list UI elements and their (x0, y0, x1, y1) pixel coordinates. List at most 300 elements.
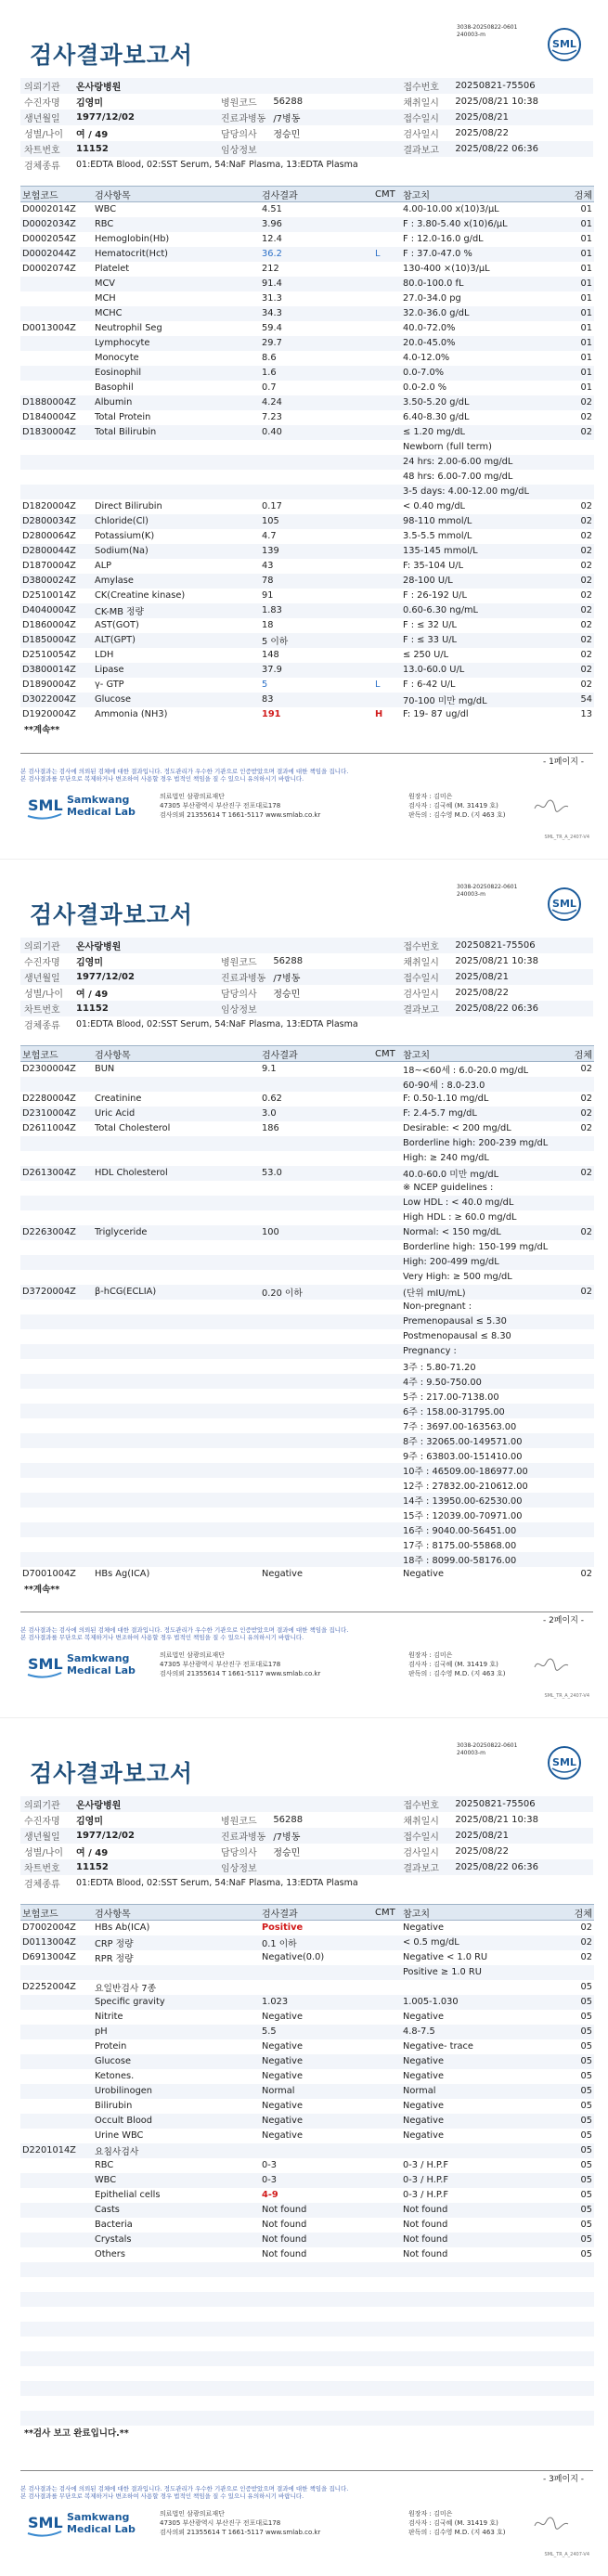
table-row (20, 2025, 594, 2039)
test-result (260, 1463, 373, 1478)
signatories (408, 2509, 506, 2537)
table-row (20, 2218, 594, 2233)
address-line: 47305 부산광역시 부산진구 전포대로178 (160, 802, 281, 809)
specimen-code: 01 (580, 382, 592, 393)
reference-range: 15주 : 12039.00-70971.00 (403, 1510, 523, 1521)
result-flag (373, 1196, 401, 1210)
test-result (260, 1448, 373, 1463)
reference-range: 18~<60세 : 6.0-20.0 mg/dL (403, 1065, 529, 1076)
specimen-code (566, 1344, 594, 1359)
test-result (260, 1314, 373, 1329)
result-flag (373, 1389, 401, 1404)
test-result (260, 1210, 373, 1225)
table-row (20, 470, 594, 485)
test-result: 31.3 (262, 293, 282, 304)
disclaimer-line: 본 검사결과는 검사에 의뢰된 검체에 대한 결과입니다. 정도관리가 우수한 기관으로 인증받았으며 결과에 대한 책임을 집니다. (20, 2485, 349, 2492)
insurance-code: D2800064Z (22, 531, 76, 541)
test-name: Bilirubin (95, 2101, 133, 2111)
specimen-code: 05 (566, 1995, 594, 2010)
meta-row (20, 125, 593, 141)
table-row (20, 291, 594, 306)
table-row (20, 1092, 594, 1107)
test-result: Negative (260, 2054, 373, 2069)
test-result (260, 1344, 373, 1359)
result-flag (373, 440, 401, 455)
test-name: Casts (93, 2203, 260, 2218)
reference-range: 40.0-60.0 미만 mg/dL (401, 1166, 566, 1181)
table-row (20, 1448, 594, 1463)
result-flag (373, 1359, 401, 1374)
result-flag (373, 455, 401, 470)
insurance-code (20, 455, 93, 470)
header-test-name: 검사항목 (93, 187, 260, 202)
report-title: 검사결과보고서 (30, 901, 194, 928)
specimen-code (566, 1196, 594, 1210)
header-code: 보험코드 (20, 1046, 93, 1062)
result-flag (373, 410, 401, 425)
specimen-code: 02 (580, 1094, 592, 1104)
test-name (93, 1270, 260, 1285)
meta-label: 접수번호 (399, 78, 451, 94)
address-line: 47305 부산광역시 부산진구 전포대로178 (160, 2519, 281, 2527)
table-row (20, 1359, 594, 1374)
meta-label: 의뢰기관 (20, 938, 72, 953)
test-result: 83 (260, 693, 373, 707)
insurance-code (20, 485, 93, 499)
test-result: Not found (260, 2203, 373, 2218)
insurance-code (20, 2247, 93, 2262)
table-row (20, 1522, 594, 1537)
meta-value: 56288 (273, 1815, 304, 1825)
test-result (260, 1508, 373, 1522)
insurance-code: D0002044Z (20, 247, 93, 262)
patient-info-table (20, 938, 593, 1032)
table-row (20, 232, 594, 247)
result-flag (373, 425, 401, 440)
test-result: 0-3 (260, 2173, 373, 2188)
table-row (20, 678, 594, 693)
result-flag (373, 1210, 401, 1225)
meta-value: /7병동 (269, 110, 399, 125)
reference-range (401, 2143, 566, 2158)
specimen-code: 02 (580, 501, 592, 511)
reference-range: 4.0-12.0% (403, 353, 450, 363)
meta-label: 생년월일 (20, 969, 72, 985)
test-result (260, 1478, 373, 1493)
test-result: 91.4 (260, 277, 373, 291)
specimen-code: 05 (580, 2101, 592, 2111)
test-name (93, 1300, 260, 1314)
table-row (20, 440, 594, 455)
reference-range: Normal: < 150 mg/dL (401, 1225, 566, 1240)
meta-value: 여 / 49 (76, 1848, 109, 1858)
insurance-code (20, 1537, 93, 1552)
insurance-code (20, 2158, 93, 2173)
result-flag (373, 2188, 401, 2203)
test-name: Bacteria (95, 2220, 133, 2230)
result-flag (373, 514, 401, 529)
reference-range: Not found (403, 2249, 448, 2259)
result-flag (373, 485, 401, 499)
specimen-code (566, 1448, 594, 1463)
specimen-code: 02 (580, 650, 592, 660)
table-row (20, 455, 594, 470)
specimen-code: 01 (580, 323, 592, 333)
test-name: Urine WBC (95, 2130, 144, 2141)
result-flag (373, 589, 401, 603)
reference-range: 6주 : 158.00-31795.00 (401, 1404, 566, 1418)
insurance-code (20, 351, 93, 366)
test-name: LDH (95, 650, 114, 660)
test-name: pH (93, 2025, 260, 2039)
reference-range: ※ NCEP guidelines : (403, 1183, 494, 1193)
meta-label: 검사일시 (403, 1848, 439, 1858)
test-result (260, 1389, 373, 1404)
table-row (20, 410, 594, 425)
table-row (20, 277, 594, 291)
reference-range: 8주 : 32065.00-149571.00 (401, 1433, 566, 1448)
brand-line: Medical Lab (67, 2523, 136, 2535)
meta-label: 병원코드 (221, 98, 257, 109)
meta-label: 접수번호 (399, 1796, 451, 1812)
barcode-text (457, 24, 517, 39)
results-header-row (20, 1046, 594, 1062)
specimen-code (566, 455, 594, 470)
test-name: CK-MB 정량 (93, 603, 260, 618)
header-specimen: 검체 (566, 1046, 594, 1062)
table-row (20, 2173, 594, 2188)
table-row (20, 499, 594, 514)
page-number: - 2페이지 - (542, 1616, 584, 1625)
reference-range: 40.0-72.0% (403, 323, 456, 333)
header-code: 보험코드 (20, 187, 93, 202)
test-name: Total Protein (95, 412, 151, 422)
table-row (20, 1077, 594, 1092)
specimen-code: 02 (566, 1285, 594, 1300)
result-flag (373, 2233, 401, 2247)
specimen-code: 02 (580, 1922, 592, 1934)
table-row (20, 202, 594, 217)
insurance-code: D1920004Z (22, 709, 76, 719)
meta-value: 11152 (72, 1859, 217, 1875)
reference-range: 9주 : 63803.00-151410.00 (403, 1451, 523, 1462)
result-flag (373, 2158, 401, 2173)
logo-text: SML (552, 1756, 576, 1768)
test-result (260, 1077, 373, 1092)
insurance-code: D3022004Z (20, 693, 93, 707)
test-name (93, 1508, 260, 1522)
reference-range: Negative (403, 1922, 444, 1934)
test-result: 212 (262, 264, 279, 274)
specimen-code: 01 (566, 366, 594, 381)
signature-icon (533, 797, 570, 814)
result-flag (373, 529, 401, 544)
form-code: SML_TR_A_2407-V4 (544, 2552, 589, 2557)
result-flag (373, 2129, 401, 2143)
test-result: Negative (262, 2101, 303, 2111)
test-name: Triglyceride (93, 1225, 260, 1240)
insurance-code: D1820004Z (22, 501, 76, 511)
test-name: Glucose (93, 693, 260, 707)
result-flag (373, 1240, 401, 1255)
result-flag (373, 1136, 401, 1151)
meta-value: 김영미 (76, 958, 103, 968)
test-result: Negative (260, 2114, 373, 2129)
meta-label: 결과보고 (399, 141, 451, 157)
insurance-code (20, 2039, 93, 2054)
result-flag (373, 2054, 401, 2069)
reference-range: F : 3.80-5.40 x(10)6/μL (401, 217, 566, 232)
signature-icon (533, 2515, 570, 2531)
table-row (20, 1285, 594, 1300)
test-name: MCH (95, 293, 116, 304)
test-name: Amylase (93, 574, 260, 589)
test-result: 34.3 (260, 306, 373, 321)
meta-value (269, 1001, 399, 1016)
result-flag (373, 1092, 401, 1107)
test-name: Occult Blood (93, 2114, 260, 2129)
foot-logo-text: SML (28, 796, 63, 814)
reference-range: F: 19- 87 ug/dl (403, 709, 469, 719)
table-row (20, 2158, 594, 2173)
table-row (20, 1921, 594, 1935)
specimen-code: 02 (580, 680, 592, 690)
reference-range: 24 hrs: 2.00-6.00 mg/dL (401, 455, 566, 470)
meta-value: 정승민 (273, 1848, 301, 1858)
table-row (20, 351, 594, 366)
specimen-code: 02 (566, 663, 594, 678)
table-row (20, 1062, 594, 1077)
test-result (260, 1151, 373, 1166)
test-result (260, 1181, 373, 1196)
table-row (20, 247, 594, 262)
test-name: Crystals (93, 2233, 260, 2247)
test-result: 5.5 (260, 2025, 373, 2039)
specimen-code (566, 1359, 594, 1374)
result-flag (373, 1935, 401, 1950)
reference-range: Newborn (full term) (403, 442, 492, 452)
test-name: WBC (95, 204, 117, 215)
insurance-code: D2611004Z (22, 1123, 76, 1133)
insurance-code (20, 1240, 93, 1255)
insurance-code: D1840004Z (22, 412, 76, 422)
test-result: 0.1 이하 (260, 1935, 373, 1950)
specimen-code (566, 1374, 594, 1389)
barcode-line: 240003-m (457, 32, 485, 38)
result-flag (373, 1314, 401, 1329)
specimen-code: 05 (566, 2173, 594, 2188)
table-row (20, 1965, 594, 1980)
reference-range: 4.8-7.5 (401, 2025, 566, 2039)
result-flag (373, 2218, 401, 2233)
test-result (260, 1980, 373, 1995)
test-result (260, 1240, 373, 1255)
test-name (93, 1151, 260, 1166)
reference-range: Not found (401, 2203, 566, 2218)
insurance-code (20, 1995, 93, 2010)
reference-range: 80.0-100.0 fL (401, 277, 566, 291)
meta-label: 수진자명 (24, 1817, 60, 1827)
insurance-code: D3800014Z (20, 663, 93, 678)
table-row (20, 1950, 594, 1965)
result-flag: L (373, 247, 401, 262)
test-result: Normal (260, 2084, 373, 2099)
specimen-code (566, 1433, 594, 1448)
reference-range: 0.0-2.0 % (403, 382, 447, 393)
form-code: SML_TR_A_2407-V4 (544, 1693, 589, 1699)
header-specimen: 검체 (566, 1905, 594, 1921)
table-row (20, 2188, 594, 2203)
signatory-line: 판독의 : 김수영 M.D. (지 463 호) (408, 1670, 506, 1677)
result-flag (373, 1285, 401, 1300)
header-reference: 참고치 (401, 187, 566, 202)
reference-range: 0-3 / H.P.F (403, 2160, 448, 2170)
meta-value: 2025/08/22 (455, 988, 509, 998)
test-result: 8.6 (262, 353, 277, 363)
insurance-code: D0002054Z (22, 234, 76, 244)
address-line: 의료법인 삼광의료재단 (160, 793, 225, 800)
insurance-code (20, 1196, 93, 1210)
table-row (20, 1404, 594, 1418)
test-name (93, 1552, 260, 1567)
empty-row (20, 2262, 594, 2277)
insurance-code: D2800034Z (20, 514, 93, 529)
test-result: Negative (262, 2012, 303, 2022)
test-result: 4.7 (262, 531, 277, 541)
table-row (20, 589, 594, 603)
test-result: 91 (262, 590, 274, 601)
specimen-code: 05 (580, 2041, 592, 2052)
test-name: HDL Cholesterol (93, 1166, 260, 1181)
test-name: ALT(GPT) (93, 633, 260, 648)
table-row (20, 381, 594, 395)
result-flag (373, 321, 401, 336)
test-name: Lymphocyte (93, 336, 260, 351)
result-flag (373, 559, 401, 574)
reference-range: High HDL : ≥ 60.0 mg/dL (403, 1212, 517, 1223)
insurance-code: D2800044Z (20, 544, 93, 559)
header-result: 검사결과 (260, 1905, 373, 1921)
test-name (93, 1493, 260, 1508)
test-name (93, 1344, 260, 1359)
specimen-code: 05 (566, 2143, 594, 2158)
meta-value: 56288 (273, 97, 304, 107)
insurance-code (20, 2054, 93, 2069)
specimen-code: 05 (580, 1982, 592, 1992)
meta-label: 채취일시 (403, 1817, 439, 1827)
insurance-code (20, 2173, 93, 2188)
table-row (20, 1300, 594, 1314)
reference-range: Premenopausal ≤ 5.30 (401, 1314, 566, 1329)
reference-range: 130-400 ×(10)3/μL (403, 264, 490, 274)
table-row (20, 574, 594, 589)
reference-range: F : 26-192 U/L (403, 590, 467, 601)
specimen-code (566, 1255, 594, 1270)
result-flag (373, 663, 401, 678)
meta-value: 1977/12/02 (72, 1828, 217, 1844)
test-name: Eosinophil (93, 366, 260, 381)
insurance-code (20, 2025, 93, 2039)
specimen-code (566, 1210, 594, 1225)
test-name (93, 1389, 260, 1404)
meta-value: 11152 (72, 141, 217, 157)
result-flag (373, 1537, 401, 1552)
insurance-code: D0002074Z (22, 264, 76, 274)
test-result: 0.20 이하 (260, 1285, 373, 1300)
insurance-code (20, 2129, 93, 2143)
result-flag (373, 262, 401, 277)
test-result (260, 1537, 373, 1552)
meta-row (20, 953, 593, 969)
signatory-line: 검사자 : 김국혜 (M. 31419 호) (408, 802, 498, 809)
insurance-code (20, 1151, 93, 1166)
test-result (260, 1522, 373, 1537)
specimen-code: 01 (580, 353, 592, 363)
test-result (260, 1196, 373, 1210)
meta-row (20, 110, 593, 125)
test-result: 0.7 (262, 382, 277, 393)
insurance-code: D7001004Z (22, 1569, 76, 1579)
test-result (260, 1433, 373, 1448)
table-row (20, 1995, 594, 2010)
test-result (260, 1493, 373, 1508)
meta-value: 2025/08/22 (455, 128, 509, 138)
test-result: 1.83 (260, 603, 373, 618)
test-result: 148 (262, 650, 279, 660)
test-result: 4.24 (260, 395, 373, 410)
lab-address (160, 1650, 320, 1678)
test-name (93, 1522, 260, 1537)
table-row (20, 1210, 594, 1225)
address-line: 47305 부산광역시 부산진구 전포대로178 (160, 1661, 281, 1668)
signatory-line: 원장자 : 김미은 (408, 1651, 453, 1659)
specimen-code: 02 (566, 1107, 594, 1121)
result-flag (373, 1567, 401, 1582)
insurance-code: D0002014Z (22, 204, 76, 215)
test-name: Monocyte (95, 353, 139, 363)
reference-range: 0.60-6.30 ng/mL (401, 603, 566, 618)
empty-row (20, 2277, 594, 2292)
meta-label: 의뢰기관 (20, 1796, 72, 1812)
test-result: 105 (260, 514, 373, 529)
signatory-line: 원장자 : 김미은 (408, 793, 453, 800)
test-name (93, 1329, 260, 1344)
test-name (93, 1077, 260, 1092)
specimen-code: 02 (566, 544, 594, 559)
result-flag (373, 1448, 401, 1463)
results-table (20, 1045, 594, 1582)
test-result: 29.7 (260, 336, 373, 351)
test-name: Neutrophil Seg (95, 323, 162, 333)
result-flag (373, 603, 401, 618)
report-title: 검사결과보고서 (30, 42, 194, 69)
result-flag (373, 217, 401, 232)
reference-range: F : 37.0-47.0 % (401, 247, 566, 262)
test-result: 0.17 (262, 501, 282, 511)
insurance-code (20, 366, 93, 381)
meta-label: 차트번호 (20, 141, 72, 157)
lab-address (160, 2509, 320, 2537)
insurance-code (20, 2233, 93, 2247)
meta-row (20, 1016, 593, 1032)
result-flag (373, 574, 401, 589)
test-result (260, 1404, 373, 1418)
specimen-types: 01:EDTA Blood, 02:SST Serum, 54:NaF Plasma, 13:EDTA Plasma (76, 1019, 358, 1029)
page-footer (20, 753, 593, 840)
insurance-code: D2510014Z (22, 590, 76, 601)
insurance-code (20, 1077, 93, 1092)
specimen-code (566, 1181, 594, 1196)
